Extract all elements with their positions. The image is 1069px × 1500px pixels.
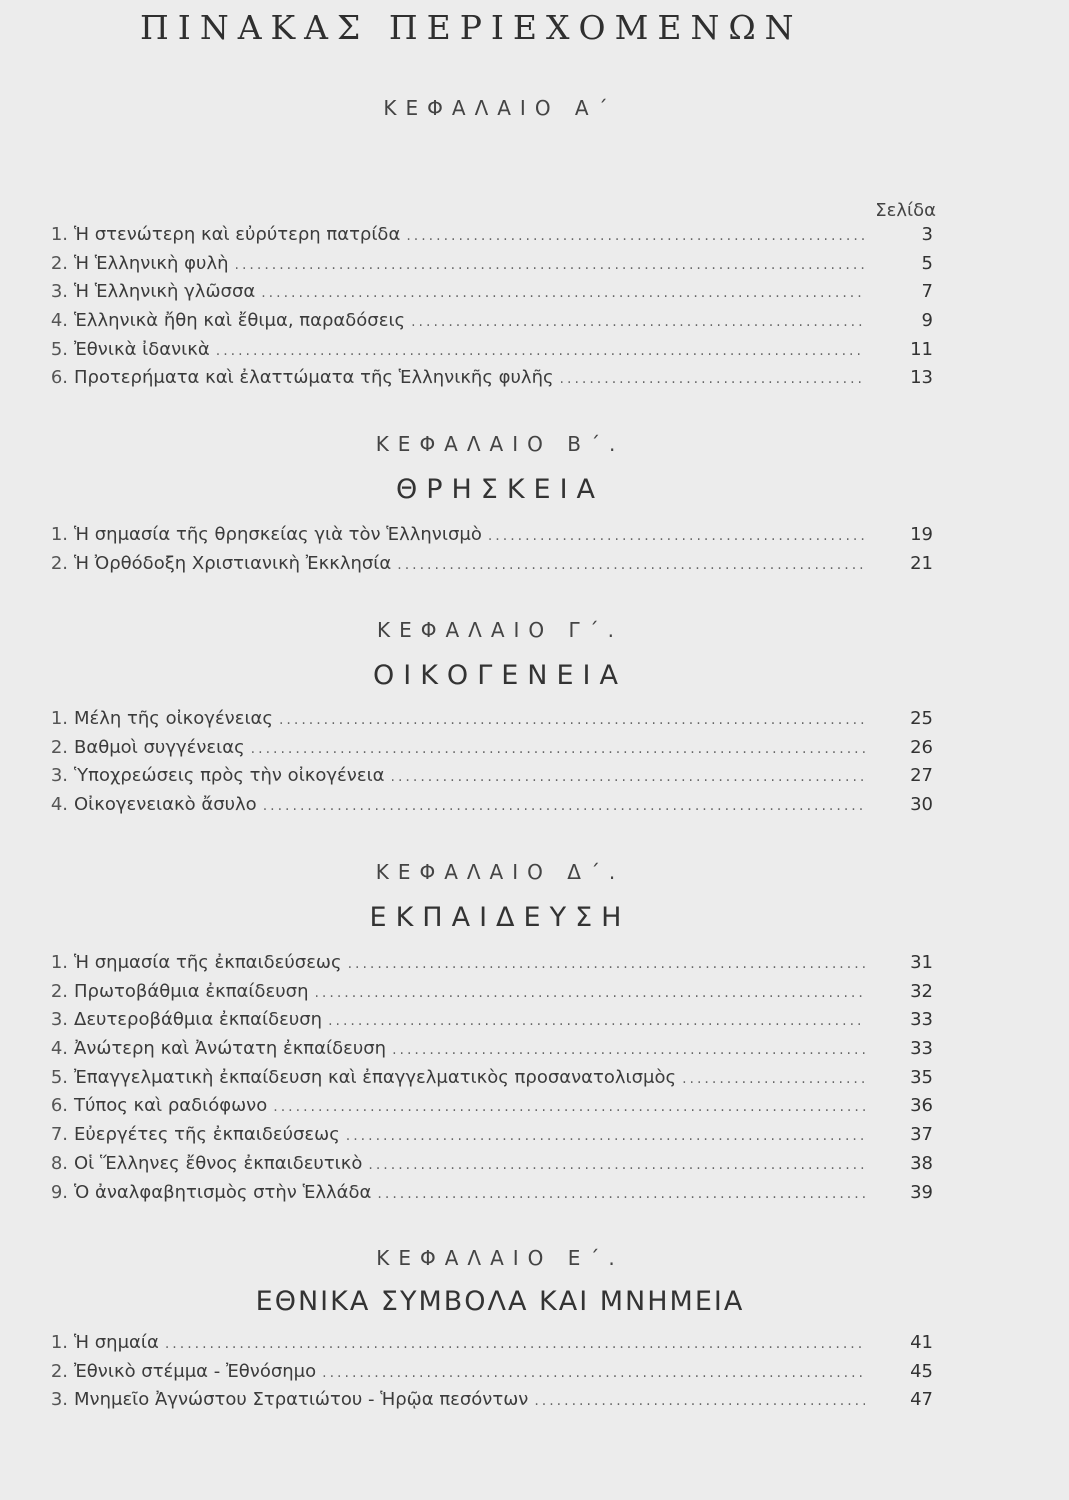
entry-title: Ἐθνικὸ στέμμα - Ἐθνόσημο: [74, 1360, 317, 1382]
chapter-heading-b: ΚΕΦΑΛΑΙΟ Β΄.: [375, 432, 625, 456]
toc-list-chapter-e: [0, 1332, 1069, 1418]
entry-number: 1.: [50, 1332, 68, 1353]
entry-page-number: 38: [910, 1152, 933, 1174]
toc-entry[interactable]: [0, 553, 1069, 582]
entry-number: 8.: [50, 1152, 68, 1174]
entry-number: 7.: [50, 1124, 68, 1146]
toc-entry[interactable]: [0, 981, 1069, 1010]
toc-entry[interactable]: [0, 339, 1069, 368]
entry-page-number: 39: [910, 1181, 933, 1203]
dot-leader: [348, 956, 865, 972]
entry-page-number: 3: [921, 224, 933, 245]
dot-leader: [368, 1157, 865, 1173]
entry-title: Προτερήματα καὶ ἐλαττώματα τῆς Ἑλληνικῆς φυλῆς: [74, 367, 554, 389]
entry-title: Ἐπαγγελματικὴ ἐκπαίδευση καὶ ἐπαγγελματικὸς προσανατολισμὸς: [74, 1066, 677, 1088]
entry-number: 2.: [50, 736, 68, 758]
entry-page-number: 31: [910, 952, 933, 973]
section-title-c: ΟΙΚΟΓΕΝΕΙΑ: [373, 660, 627, 691]
entry-title: Ἡ Ἑλληνικὴ φυλὴ: [74, 252, 229, 274]
toc-entry[interactable]: [0, 1361, 1069, 1390]
toc-entry[interactable]: [0, 1389, 1069, 1418]
dot-leader: [273, 1099, 865, 1115]
toc-entry[interactable]: [0, 224, 1069, 253]
entry-number: 3.: [50, 281, 68, 303]
toc-entry[interactable]: [0, 524, 1069, 553]
toc-list-chapter-a: [0, 224, 1069, 396]
chapter-heading-d: ΚΕΦΑΛΑΙΟ Δ΄.: [375, 860, 625, 884]
entry-page-number: 26: [910, 736, 933, 758]
entry-page-number: 5: [921, 252, 933, 274]
entry-title: Εὐεργέτες τῆς ἐκπαιδεύσεως: [74, 1124, 340, 1146]
dot-leader: [261, 285, 865, 301]
entry-page-number: 33: [910, 1009, 933, 1031]
chapter-heading-e: ΚΕΦΑΛΑΙΟ Ε΄.: [376, 1246, 624, 1270]
entry-number: 1.: [50, 524, 68, 545]
entry-number: 6.: [50, 1095, 68, 1117]
entry-title: Ἡ στενώτερη καὶ εὐρύτερη πατρίδα: [74, 224, 401, 245]
entry-number: 2.: [50, 252, 68, 274]
entry-number: 3.: [50, 1389, 68, 1411]
toc-entry[interactable]: [0, 1095, 1069, 1124]
entry-number: 4.: [50, 1038, 68, 1060]
entry-number: 2.: [50, 980, 68, 1002]
toc-entry[interactable]: [0, 253, 1069, 282]
entry-number: 1.: [50, 708, 68, 729]
entry-title: Μνημεῖο Ἀγνώστου Στρατιώτου - Ἡρῷα πεσόντων: [74, 1389, 529, 1411]
entry-number: 3.: [50, 1009, 68, 1031]
entry-title: Πρωτοβάθμια ἐκπαίδευση: [74, 980, 309, 1002]
page-title: ΠΙΝΑΚΑΣ ΠΕΡΙΕΧΟΜΕΝΩΝ: [140, 8, 803, 47]
entry-number: 1.: [50, 952, 68, 973]
entry-title: Ἑλληνικὰ ἤθη καὶ ἔθιμα, παραδόσεις: [74, 310, 406, 332]
toc-entry[interactable]: [0, 794, 1069, 823]
dot-leader: [279, 712, 865, 728]
entry-page-number: 25: [910, 708, 933, 729]
entry-page-number: 36: [910, 1095, 933, 1117]
entry-title: Ἡ σημασία τῆς ἐκπαιδεύσεως: [74, 952, 342, 973]
page-column-label: Σελίδα: [875, 200, 936, 221]
chapter-heading-a: ΚΕΦΑΛΑΙΟ Α΄: [383, 96, 617, 120]
dot-leader: [165, 1336, 865, 1352]
toc-entry[interactable]: [0, 1009, 1069, 1038]
entry-title: Τύπος καὶ ραδιόφωνο: [74, 1095, 268, 1117]
entry-page-number: 19: [910, 524, 933, 545]
toc-list-chapter-c: [0, 708, 1069, 823]
dot-leader: [411, 314, 865, 330]
toc-list-chapter-d: [0, 952, 1069, 1210]
entry-title: Μέλη τῆς οἰκογένειας: [74, 708, 273, 729]
entry-title: Οἱ Ἕλληνες ἔθνος ἐκπαιδευτικὸ: [74, 1152, 363, 1174]
entry-page-number: 13: [910, 367, 933, 389]
entry-title: Ἀνώτερη καὶ Ἀνώτατη ἐκπαίδευση: [74, 1038, 387, 1060]
entry-number: 5.: [50, 1066, 68, 1088]
toc-entry[interactable]: [0, 281, 1069, 310]
chapter-heading-c: ΚΕΦΑΛΑΙΟ Γ΄.: [376, 618, 624, 642]
entry-title: Ἡ σημασία τῆς θρησκείας γιὰ τὸν Ἑλληνισμὸ: [74, 524, 482, 545]
entry-page-number: 30: [910, 794, 933, 816]
entry-page-number: 27: [910, 765, 933, 787]
dot-leader: [391, 769, 865, 785]
dot-leader: [322, 1365, 865, 1381]
toc-entry[interactable]: [0, 1038, 1069, 1067]
dot-leader: [392, 1042, 865, 1058]
toc-entry[interactable]: [0, 1067, 1069, 1096]
toc-entry[interactable]: [0, 1332, 1069, 1361]
toc-entry[interactable]: [0, 1153, 1069, 1182]
toc-entry[interactable]: [0, 952, 1069, 981]
dot-leader: [235, 257, 865, 273]
dot-leader: [328, 1013, 865, 1029]
entry-title: Ὁ ἀναλφαβητισμὸς στὴν Ἑλλάδα: [74, 1181, 372, 1203]
entry-title: Ἡ Ὀρθόδοξη Χριστιανικὴ Ἐκκλησία: [74, 552, 392, 574]
entry-title: Ὑποχρεώσεις πρὸς τὴν οἰκογένεια: [74, 765, 385, 787]
entry-number: 4.: [50, 310, 68, 332]
entry-page-number: 33: [910, 1038, 933, 1060]
entry-page-number: 9: [921, 310, 933, 332]
entry-number: 1.: [50, 224, 68, 245]
section-title-b: ΘΡΗΣΚΕΙΑ: [395, 474, 605, 505]
entry-number: 5.: [50, 338, 68, 360]
entry-title: Βαθμοὶ συγγένειας: [74, 736, 245, 758]
entry-number: 4.: [50, 794, 68, 816]
toc-list-chapter-b: [0, 524, 1069, 581]
entry-page-number: 41: [910, 1332, 933, 1353]
toc-entry[interactable]: [0, 708, 1069, 737]
entry-number: 9.: [50, 1181, 68, 1203]
entry-page-number: 7: [921, 281, 933, 303]
dot-leader: [346, 1128, 865, 1144]
entry-title: Ἡ Ἑλληνικὴ γλῶσσα: [74, 281, 256, 303]
dot-leader: [314, 985, 865, 1001]
dot-leader: [488, 528, 865, 544]
dot-leader: [560, 371, 865, 387]
entry-number: 3.: [50, 765, 68, 787]
dot-leader: [682, 1071, 865, 1087]
entry-title: Ἐθνικὰ ἰδανικὰ: [74, 338, 210, 360]
toc-entry[interactable]: [0, 1124, 1069, 1153]
entry-title: Ἡ σημαία: [74, 1332, 159, 1353]
entry-page-number: 32: [910, 980, 933, 1002]
entry-page-number: 45: [910, 1360, 933, 1382]
entry-page-number: 37: [910, 1124, 933, 1146]
toc-entry[interactable]: [0, 1182, 1069, 1211]
toc-entry[interactable]: [0, 765, 1069, 794]
dot-leader: [534, 1393, 865, 1409]
dot-leader: [263, 798, 865, 814]
dot-leader: [251, 741, 865, 757]
entry-page-number: 11: [910, 338, 933, 360]
dot-leader: [397, 557, 865, 573]
toc-entry[interactable]: [0, 737, 1069, 766]
entry-number: 2.: [50, 552, 68, 574]
dot-leader: [377, 1186, 865, 1202]
dot-leader: [406, 228, 865, 244]
entry-title: Οἰκογενειακὸ ἄσυλο: [74, 794, 257, 816]
section-title-d: ΕΚΠΑΙΔΕΥΣΗ: [369, 902, 631, 933]
entry-page-number: 47: [910, 1389, 933, 1411]
toc-entry[interactable]: [0, 367, 1069, 396]
entry-title: Δευτεροβάθμια ἐκπαίδευση: [74, 1009, 323, 1031]
toc-entry[interactable]: [0, 310, 1069, 339]
section-title-e: ΕΘΝΙΚΑ ΣΥΜΒΟΛΑ ΚΑΙ ΜΝΗΜΕΙΑ: [255, 1286, 745, 1317]
entry-number: 2.: [50, 1360, 68, 1382]
entry-page-number: 35: [910, 1066, 933, 1088]
dot-leader: [216, 343, 865, 359]
entry-number: 6.: [50, 367, 68, 389]
entry-page-number: 21: [910, 552, 933, 574]
